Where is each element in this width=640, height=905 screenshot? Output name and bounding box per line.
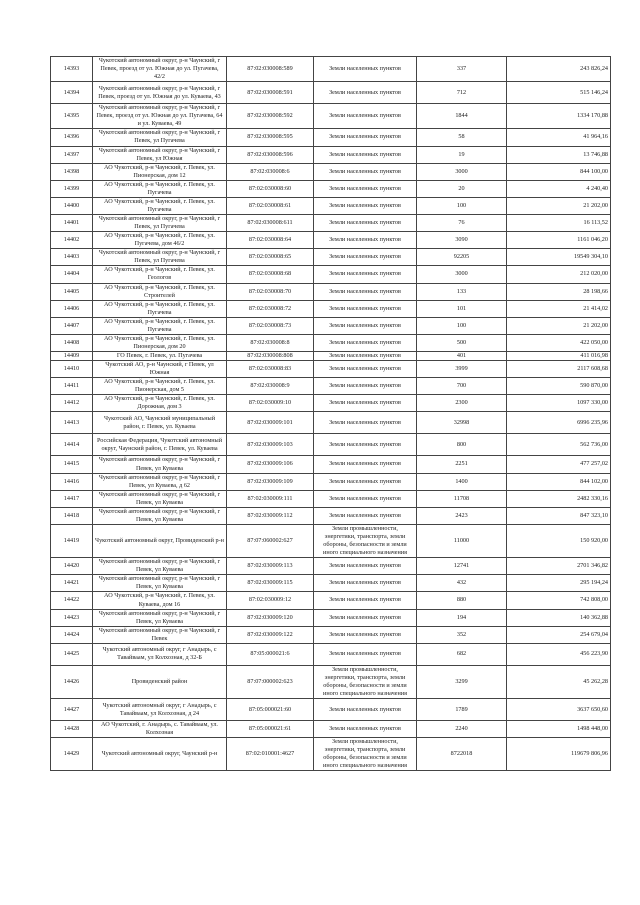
table-row (51, 180, 611, 197)
area-cell: 3090 (417, 232, 507, 249)
address-cell: Чукотский автономный округ, р-н Чаунский, г Певек, ул Пугачева (93, 215, 227, 232)
land-category-cell: Земли населенных пунктов (314, 609, 417, 626)
cadastral-value-cell: 45 262,28 (507, 665, 611, 698)
address-cell: Чукотский АО, р-н Чаунский, г Певек, ул Южная (93, 361, 227, 378)
record-number-cell: 14412 (51, 395, 93, 412)
cadastral-value-cell: 590 870,00 (507, 378, 611, 395)
table-row (51, 57, 611, 82)
cadastral-number-cell: 87:05:000021:6 (227, 643, 314, 665)
address-cell: Чукотский автономный округ, р-н Чаунский, г Певек, ул Южная (93, 146, 227, 163)
cadastral-value-cell: 456 223,90 (507, 643, 611, 665)
land-category-cell: Земли населенных пунктов (314, 507, 417, 524)
area-cell: 500 (417, 334, 507, 351)
cadastral-number-cell: 87:05:000021:61 (227, 721, 314, 738)
table-row (51, 592, 611, 609)
table-row (51, 82, 611, 104)
land-category-cell: Земли населенных пунктов (314, 146, 417, 163)
address-cell: Чукотский автономный округ, р-н Чаунский, г Певек, ул Пугачева (93, 249, 227, 266)
address-cell: АО Чукотский, р-н Чаунский, г. Певек, ул. Пионерская, дом 20 (93, 334, 227, 351)
record-number-cell: 14397 (51, 146, 93, 163)
area-cell: 100 (417, 317, 507, 334)
area-cell: 92205 (417, 249, 507, 266)
record-number-cell: 14393 (51, 57, 93, 82)
record-number-cell: 14428 (51, 721, 93, 738)
land-category-cell: Земли населенных пунктов (314, 395, 417, 412)
table-row (51, 163, 611, 180)
cadastral-value-cell: 21 414,02 (507, 300, 611, 317)
table-row (51, 643, 611, 665)
cadastral-value-cell: 3637 650,60 (507, 699, 611, 721)
land-category-cell: Земли населенных пунктов (314, 163, 417, 180)
record-number-cell: 14396 (51, 129, 93, 146)
area-cell: 700 (417, 378, 507, 395)
address-cell: Чукотский автономный округ, р-н Чаунский, г Певек, ул Куваева (93, 575, 227, 592)
area-cell: 2240 (417, 721, 507, 738)
area-cell: 352 (417, 626, 507, 643)
cadastral-number-cell: 87:02:030008:83 (227, 361, 314, 378)
address-cell: АО Чукотский, р-н Чаунский, г. Певек, ул. Куваева, дом 16 (93, 592, 227, 609)
table-row (51, 232, 611, 249)
table-row (51, 558, 611, 575)
table-row (51, 575, 611, 592)
cadastral-value-cell: 41 964,16 (507, 129, 611, 146)
land-category-cell: Земли населенных пунктов (314, 434, 417, 456)
address-cell: Чукотский автономный округ, р-н Чаунский, г Певек, ул Куваева (93, 456, 227, 473)
address-cell: Чукотский автономный округ, Чаунский р-н (93, 738, 227, 771)
table-row (51, 352, 611, 361)
cadastral-number-cell: 87:02:030008:73 (227, 317, 314, 334)
land-category-cell: Земли населенных пунктов (314, 57, 417, 82)
land-category-cell: Земли населенных пунктов (314, 82, 417, 104)
record-number-cell: 14399 (51, 180, 93, 197)
area-cell: 194 (417, 609, 507, 626)
table-row (51, 524, 611, 557)
cadastral-value-cell: 21 202,00 (507, 317, 611, 334)
cadastral-number-cell: 87:02:030008:6 (227, 163, 314, 180)
area-cell: 2300 (417, 395, 507, 412)
address-cell: АО Чукотский, р-н Чаунский, г. Певек, ул. Пионерская, дом 5 (93, 378, 227, 395)
area-cell: 8722018 (417, 738, 507, 771)
table-row (51, 738, 611, 771)
area-cell: 3000 (417, 163, 507, 180)
cadastral-number-cell: 87:02:030009:106 (227, 456, 314, 473)
table-row (51, 266, 611, 283)
record-number-cell: 14418 (51, 507, 93, 524)
cadastral-value-cell: 422 050,00 (507, 334, 611, 351)
record-number-cell: 14398 (51, 163, 93, 180)
record-number-cell: 14394 (51, 82, 93, 104)
address-cell: Чукотский автономный округ, г Анадырь, с Тавайваам, ул Колхозная, д 24 (93, 699, 227, 721)
record-number-cell: 14402 (51, 232, 93, 249)
cadastral-number-cell: 87:02:030008:65 (227, 249, 314, 266)
address-cell: Чукотский автономный округ, р-н Чаунский, г Певек, ул Куваева, д 62 (93, 473, 227, 490)
cadastral-number-cell: 87:02:030008:8 (227, 334, 314, 351)
table-row (51, 699, 611, 721)
address-cell: АО Чукотский, р-н Чаунский, г. Певек, ул. Пугачева, дом 46/2 (93, 232, 227, 249)
cadastral-value-cell: 742 808,00 (507, 592, 611, 609)
address-cell: Чукотский АО, Чаунский муниципальный район, г. Певек, ул. Куваева (93, 412, 227, 434)
land-category-cell: Земли населенных пунктов (314, 352, 417, 361)
address-cell: Чукотский автономный округ, г Анадырь, с Тавайваам, ул Колхозная, д 32-Б (93, 643, 227, 665)
address-cell: ГО Певек, г. Певек, ул. Пугачева (93, 352, 227, 361)
address-cell: АО Чукотский, р-н Чаунский, г. Певек, ул. Геологов (93, 266, 227, 283)
land-category-cell: Земли населенных пунктов (314, 558, 417, 575)
area-cell: 133 (417, 283, 507, 300)
land-category-cell: Земли промышленности, энергетики, транспорта, земли обороны, безопасности и земли иного специального назначения (314, 738, 417, 771)
cadastral-number-cell: 87:02:030008:808 (227, 352, 314, 361)
land-category-cell: Земли населенных пунктов (314, 317, 417, 334)
area-cell: 3000 (417, 266, 507, 283)
cadastral-value-cell: 13 746,88 (507, 146, 611, 163)
cadastral-number-cell: 87:02:030008:70 (227, 283, 314, 300)
land-category-cell: Земли населенных пунктов (314, 129, 417, 146)
land-category-cell: Земли населенных пунктов (314, 232, 417, 249)
record-number-cell: 14401 (51, 215, 93, 232)
land-category-cell: Земли населенных пунктов (314, 473, 417, 490)
record-number-cell: 14411 (51, 378, 93, 395)
cadastral-number-cell: 87:02:030009:112 (227, 507, 314, 524)
address-cell: Чукотский автономный округ, р-н Чаунский, г Певек, ул Куваева (93, 490, 227, 507)
cadastral-value-cell: 19549 304,10 (507, 249, 611, 266)
record-number-cell: 14407 (51, 317, 93, 334)
cadastral-number-cell: 87:02:030008:9 (227, 378, 314, 395)
table-row (51, 473, 611, 490)
area-cell: 1789 (417, 699, 507, 721)
cadastral-value-cell: 847 323,10 (507, 507, 611, 524)
address-cell: Чукотский автономный округ, р-н Чаунский, г Певек, проезд от ул. Южная до ул. Куваева, 43 (93, 82, 227, 104)
area-cell: 3299 (417, 665, 507, 698)
area-cell: 337 (417, 57, 507, 82)
land-category-cell: Земли населенных пунктов (314, 334, 417, 351)
cadastral-number-cell: 87:02:030009:113 (227, 558, 314, 575)
table-row (51, 434, 611, 456)
table-row (51, 334, 611, 351)
area-cell: 11708 (417, 490, 507, 507)
address-cell: АО Чукотский, р-н Чаунский, г. Певек, ул. Пугачева (93, 317, 227, 334)
table-row (51, 249, 611, 266)
area-cell: 101 (417, 300, 507, 317)
cadastral-value-cell: 28 198,66 (507, 283, 611, 300)
address-cell: АО Чукотский, р-н Чаунский, г. Певек, ул. Строителей (93, 283, 227, 300)
cadastral-value-cell: 1097 330,00 (507, 395, 611, 412)
land-category-cell: Земли населенных пунктов (314, 575, 417, 592)
table-row (51, 300, 611, 317)
cadastral-number-cell: 87:02:030008:611 (227, 215, 314, 232)
land-category-cell: Земли населенных пунктов (314, 721, 417, 738)
cadastral-value-cell: 295 194,24 (507, 575, 611, 592)
table-row (51, 361, 611, 378)
cadastral-value-cell: 2117 608,68 (507, 361, 611, 378)
record-number-cell: 14406 (51, 300, 93, 317)
cadastral-number-cell: 87:05:000021:60 (227, 699, 314, 721)
cadastral-value-cell: 16 113,52 (507, 215, 611, 232)
cadastral-number-cell: 87:02:030008:596 (227, 146, 314, 163)
cadastral-value-cell: 150 920,00 (507, 524, 611, 557)
cadastral-value-cell: 411 016,98 (507, 352, 611, 361)
land-category-cell: Земли населенных пунктов (314, 266, 417, 283)
record-number-cell: 14417 (51, 490, 93, 507)
cadastral-value-cell: 140 362,88 (507, 609, 611, 626)
record-number-cell: 14416 (51, 473, 93, 490)
table-row (51, 197, 611, 214)
table-row (51, 626, 611, 643)
cadastral-value-cell: 2701 346,82 (507, 558, 611, 575)
record-number-cell: 14427 (51, 699, 93, 721)
area-cell: 32998 (417, 412, 507, 434)
table-row (51, 129, 611, 146)
table-row (51, 507, 611, 524)
land-category-cell: Земли населенных пунктов (314, 180, 417, 197)
land-category-cell: Земли населенных пунктов (314, 215, 417, 232)
cadastral-value-cell: 1334 170,88 (507, 104, 611, 129)
record-number-cell: 14422 (51, 592, 93, 609)
address-cell: Чукотский автономный округ, р-н Чаунский, г Певек, ул Куваева (93, 609, 227, 626)
record-number-cell: 14409 (51, 352, 93, 361)
record-number-cell: 14424 (51, 626, 93, 643)
area-cell: 1400 (417, 473, 507, 490)
table-row (51, 456, 611, 473)
address-cell: Российская Федерация, Чукотский автономный округ, Чаунский район, г. Певек, ул. Куваева (93, 434, 227, 456)
address-cell: АО Чукотский, р-н Чаунский, г. Певек, ул. Пионерская, дом 12 (93, 163, 227, 180)
area-cell: 19 (417, 146, 507, 163)
record-number-cell: 14419 (51, 524, 93, 557)
area-cell: 2423 (417, 507, 507, 524)
cadastral-value-cell: 254 679,04 (507, 626, 611, 643)
cadastral-number-cell: 87:02:030008:591 (227, 82, 314, 104)
land-category-cell: Земли населенных пунктов (314, 699, 417, 721)
area-cell: 100 (417, 197, 507, 214)
cadastral-value-cell: 6996 235,96 (507, 412, 611, 434)
table-row (51, 215, 611, 232)
cadastral-value-cell: 212 020,00 (507, 266, 611, 283)
cadastral-number-cell: 87:02:030008:72 (227, 300, 314, 317)
area-cell: 712 (417, 82, 507, 104)
land-category-cell: Земли населенных пунктов (314, 361, 417, 378)
address-cell: АО Чукотский, р-н Чаунский, г. Певек, ул. Пугачева (93, 180, 227, 197)
record-number-cell: 14408 (51, 334, 93, 351)
area-cell: 20 (417, 180, 507, 197)
area-cell: 682 (417, 643, 507, 665)
record-number-cell: 14415 (51, 456, 93, 473)
table-row (51, 378, 611, 395)
land-category-cell: Земли населенных пунктов (314, 412, 417, 434)
cadastral-number-cell: 87:07:000002:623 (227, 665, 314, 698)
table-row (51, 104, 611, 129)
cadastral-value-cell: 21 202,00 (507, 197, 611, 214)
cadastral-number-cell: 87:02:030008:589 (227, 57, 314, 82)
land-category-cell: Земли населенных пунктов (314, 378, 417, 395)
address-cell: Чукотский автономный округ, р-н Чаунский, г Певек, проезд от ул. Южная до ул. Пугачева, 42/2 (93, 57, 227, 82)
cadastral-number-cell: 87:02:030009:12 (227, 592, 314, 609)
address-cell: Чукотский автономный округ, р-н Чаунский, г Певек, ул Куваева (93, 507, 227, 524)
record-number-cell: 14404 (51, 266, 93, 283)
table-row (51, 412, 611, 434)
area-cell: 58 (417, 129, 507, 146)
land-category-cell: Земли населенных пунктов (314, 490, 417, 507)
area-cell: 2251 (417, 456, 507, 473)
address-cell: АО Чукотский, р-н Чаунский, г. Певек, ул. Пугачева (93, 197, 227, 214)
land-category-cell: Земли населенных пунктов (314, 643, 417, 665)
cadastral-value-cell: 477 257,02 (507, 456, 611, 473)
area-cell: 432 (417, 575, 507, 592)
record-number-cell: 14405 (51, 283, 93, 300)
cadastral-number-cell: 87:02:030008:60 (227, 180, 314, 197)
table-row (51, 283, 611, 300)
record-number-cell: 14425 (51, 643, 93, 665)
record-number-cell: 14403 (51, 249, 93, 266)
cadastral-value-cell: 562 736,00 (507, 434, 611, 456)
record-number-cell: 14414 (51, 434, 93, 456)
cadastral-number-cell: 87:02:030008:68 (227, 266, 314, 283)
area-cell: 76 (417, 215, 507, 232)
cadastral-number-cell: 87:02:030008:592 (227, 104, 314, 129)
cadastral-number-cell: 87:02:030008:595 (227, 129, 314, 146)
record-number-cell: 14423 (51, 609, 93, 626)
address-cell: Чукотский автономный округ, р-н Чаунский, г Певек, ул Куваева (93, 558, 227, 575)
cadastral-value-cell: 1161 046,20 (507, 232, 611, 249)
land-category-cell: Земли населенных пунктов (314, 300, 417, 317)
land-category-cell: Земли населенных пунктов (314, 283, 417, 300)
record-number-cell: 14429 (51, 738, 93, 771)
record-number-cell: 14421 (51, 575, 93, 592)
table-row (51, 395, 611, 412)
address-cell: Чукотский автономный округ, р-н Чаунский, г Певек, ул Пугачева (93, 129, 227, 146)
cadastral-value-cell: 844 102,00 (507, 473, 611, 490)
cadastral-value-cell: 515 146,24 (507, 82, 611, 104)
cadastral-value-cell: 119679 806,96 (507, 738, 611, 771)
record-number-cell: 14426 (51, 665, 93, 698)
address-cell: АО Чукотский, г. Анадырь, с. Тавайваам, ул. Колхозная (93, 721, 227, 738)
area-cell: 3999 (417, 361, 507, 378)
cadastral-number-cell: 87:02:030009:120 (227, 609, 314, 626)
cadastral-value-cell: 844 100,00 (507, 163, 611, 180)
record-number-cell: 14413 (51, 412, 93, 434)
cadastral-number-cell: 87:02:030009:111 (227, 490, 314, 507)
cadastral-number-cell: 87:02:030009:10 (227, 395, 314, 412)
cadastral-number-cell: 87:02:030008:61 (227, 197, 314, 214)
record-number-cell: 14410 (51, 361, 93, 378)
address-cell: АО Чукотский, р-н Чаунский, г. Певек, ул. Дорожная, дом 3 (93, 395, 227, 412)
table-row (51, 317, 611, 334)
land-category-cell: Земли промышленности, энергетики, транспорта, земли обороны, безопасности и земли иного специального назначения (314, 524, 417, 557)
cadastral-number-cell: 87:02:030009:115 (227, 575, 314, 592)
area-cell: 12741 (417, 558, 507, 575)
area-cell: 11000 (417, 524, 507, 557)
address-cell: Чукотский автономный округ, р-н Чаунский, г Певек, проезд от ул. Южная до ул. Пугачева, 64 и ул. Куваева, 49 (93, 104, 227, 129)
address-cell: Чукотский автономный округ, р-н Чаунский, г Певек (93, 626, 227, 643)
land-category-cell: Земли населенных пунктов (314, 592, 417, 609)
table-row (51, 490, 611, 507)
record-number-cell: 14395 (51, 104, 93, 129)
record-number-cell: 14420 (51, 558, 93, 575)
cadastral-number-cell: 87:02:030009:101 (227, 412, 314, 434)
table-row (51, 665, 611, 698)
table-body (51, 57, 611, 771)
address-cell: Чукотский автономный округ, Провиденский р-н (93, 524, 227, 557)
land-category-cell: Земли промышленности, энергетики, транспорта, земли обороны, безопасности и земли иного специального назначения (314, 665, 417, 698)
cadastral-number-cell: 87:02:010001:4627 (227, 738, 314, 771)
cadastral-value-cell: 2482 330,16 (507, 490, 611, 507)
record-number-cell: 14400 (51, 197, 93, 214)
land-category-cell: Земли населенных пунктов (314, 249, 417, 266)
cadastral-value-cell: 4 240,40 (507, 180, 611, 197)
cadastral-number-cell: 87:02:030009:103 (227, 434, 314, 456)
address-cell: АО Чукотский, р-н Чаунский, г. Певек, ул. Пугачева (93, 300, 227, 317)
cadastral-number-cell: 87:07:060002:627 (227, 524, 314, 557)
table-row (51, 721, 611, 738)
land-category-cell: Земли населенных пунктов (314, 197, 417, 214)
address-cell: Провиденский район (93, 665, 227, 698)
cadastral-value-cell: 1498 448,00 (507, 721, 611, 738)
cadastral-number-cell: 87:02:030008:64 (227, 232, 314, 249)
land-category-cell: Земли населенных пунктов (314, 456, 417, 473)
area-cell: 880 (417, 592, 507, 609)
area-cell: 1844 (417, 104, 507, 129)
table-row (51, 146, 611, 163)
area-cell: 401 (417, 352, 507, 361)
land-register-table (50, 56, 611, 771)
table-row (51, 609, 611, 626)
cadastral-number-cell: 87:02:030009:109 (227, 473, 314, 490)
area-cell: 800 (417, 434, 507, 456)
land-category-cell: Земли населенных пунктов (314, 626, 417, 643)
cadastral-number-cell: 87:02:030009:122 (227, 626, 314, 643)
land-category-cell: Земли населенных пунктов (314, 104, 417, 129)
cadastral-value-cell: 243 826,24 (507, 57, 611, 82)
